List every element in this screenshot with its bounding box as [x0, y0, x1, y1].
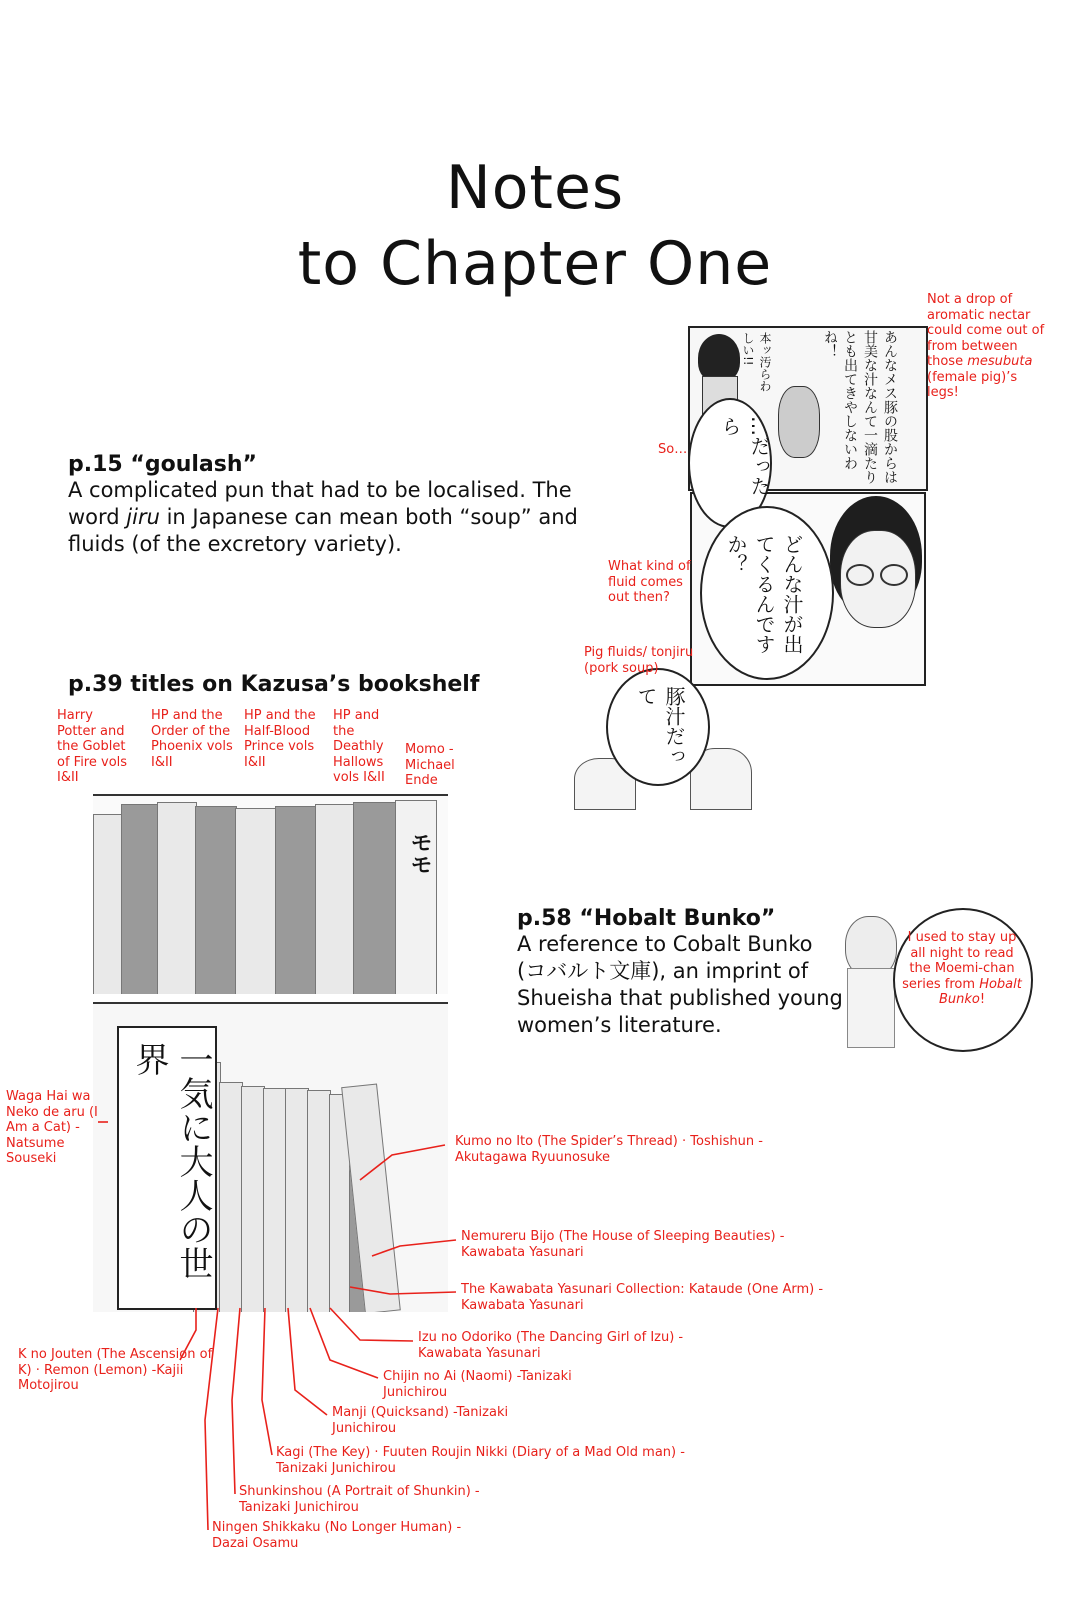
label-kumo-no-ito: Kumo no Ito (The Spider’s Thread) · Toshishun -Akutagawa Ryuunosuke: [455, 1134, 763, 1165]
jp-speech-3: どんな汁が出てくるんですか？: [724, 534, 804, 654]
label-shunkinshou: Shunkinshou (A Portrait of Shunkin) -Tanizaki Junichirou: [239, 1484, 480, 1515]
hobalt-panel: [843, 908, 1043, 1048]
leader-kumo: [360, 1145, 445, 1180]
tl-not-a-drop-pre: Not a drop of aromatic nectar could come out of from between those: [927, 292, 1045, 369]
label-ningen-shikkaku: Ningen Shikkaku (No Longer Human) -Dazai Osamu: [212, 1520, 462, 1551]
note-goulash-body-em: jiru: [126, 505, 160, 529]
label-nemureru-bijo: Nemureru Bijo (The House of Sleeping Beauties) -Kawabata Yasunari: [461, 1229, 785, 1260]
jp-speech-4: 豚汁だって: [634, 686, 686, 766]
tl-what-kind: What kind of fluid comes out then?: [608, 559, 691, 605]
note-goulash-body-pre: A complicated pun that had to be localised. The word: [68, 478, 572, 529]
jp-speech-2: …だったら: [718, 416, 771, 496]
leader-nemureru: [372, 1240, 456, 1256]
tl-not-a-drop-em: mesubuta: [967, 354, 1033, 369]
leader-manji: [288, 1308, 327, 1415]
tl-so: So…: [658, 442, 688, 457]
tl-not-a-drop-post: (female pig)’s legs!: [927, 369, 1018, 400]
label-waga-hai: Waga Hai wa Neko de aru (I Am a Cat) -Natsume Souseki: [6, 1089, 98, 1166]
tl-hobalt: [901, 930, 1023, 1008]
label-momo: Momo -Michael Ende: [405, 742, 455, 788]
label-hp-goblet: Harry Potter and the Goblet of Fire vols I&II: [57, 708, 128, 785]
leader-kagi: [262, 1308, 272, 1455]
label-manji: Manji (Quicksand) -Tanizaki Junichirou: [332, 1405, 509, 1436]
jp-sfx-text: 本ッ汚らわしい!!: [741, 332, 772, 392]
note-goulash-body-post: in Japanese can mean both “soup” and fluids (of the excretory variety).: [68, 505, 578, 556]
jp-momo-spine: モモ: [407, 831, 432, 875]
label-izu-no-odoriko: Izu no Odoriko (The Dancing Girl of Izu) -Kawabata Yasunari: [418, 1330, 684, 1361]
label-kataude: The Kawabata Yasunari Collection: Kataude (One Arm) -Kawabata Yasunari: [461, 1282, 824, 1313]
reader-girl-body: [847, 968, 895, 1048]
leader-shunkinshou: [232, 1308, 240, 1494]
title-line-2: to Chapter One: [297, 229, 773, 299]
note-hobalt-heading: p.58 “Hobalt Bunko”: [517, 906, 776, 931]
label-kagi: Kagi (The Key) · Fuuten Roujin Nikki (Diary of a Mad Old man) -Tanizaki Junichirou: [276, 1445, 685, 1476]
leader-ningen: [205, 1308, 218, 1530]
note-goulash-heading: p.15 “goulash”: [68, 452, 257, 477]
jp-speech-1: あんなメス豚の股からは甘美な汁なんて一滴たりとも出てきやしないわね！: [822, 330, 898, 484]
tl-hobalt-em: Hobalt Bunko: [938, 976, 1022, 1007]
tl-hobalt-post: !: [979, 992, 986, 1007]
note-bookshelf-heading: p.39 titles on Kazusa’s bookshelf: [68, 672, 480, 697]
tl-pig-fluids: Pig fluids/ tonjiru (pork soup): [584, 645, 694, 676]
leader-k-no-jouten: [180, 1308, 196, 1360]
title-line-1: Notes: [445, 153, 625, 223]
label-chijin-no-ai: Chijin no Ai (Naomi) -Tanizaki Junichirou: [383, 1369, 572, 1400]
note-hobalt-body: A reference to Cobalt Bunko (コバルト文庫), an imprint of Shueisha that published young women’s literature.: [517, 932, 843, 1037]
label-hp-prince: HP and the Half-Blood Prince vols I&II: [244, 708, 316, 770]
leader-chijin: [310, 1308, 378, 1378]
jp-caption-otona: 一気に大人の世界: [129, 1042, 213, 1280]
tl-hobalt-pre: I used to stay up all night to read the Moemi-chan series from: [902, 930, 1017, 992]
leader-izu: [330, 1308, 413, 1341]
label-hp-hallows: HP and the Deathly Hallows vols I&II: [333, 708, 385, 785]
leader-kataude: [350, 1287, 456, 1294]
label-hp-phoenix: HP and the Order of the Phoenix vols I&II: [151, 708, 233, 770]
label-k-no-jouten: K no Jouten (The Ascension of K) · Remon (Lemon) -Kajii Motojirou: [18, 1347, 213, 1393]
